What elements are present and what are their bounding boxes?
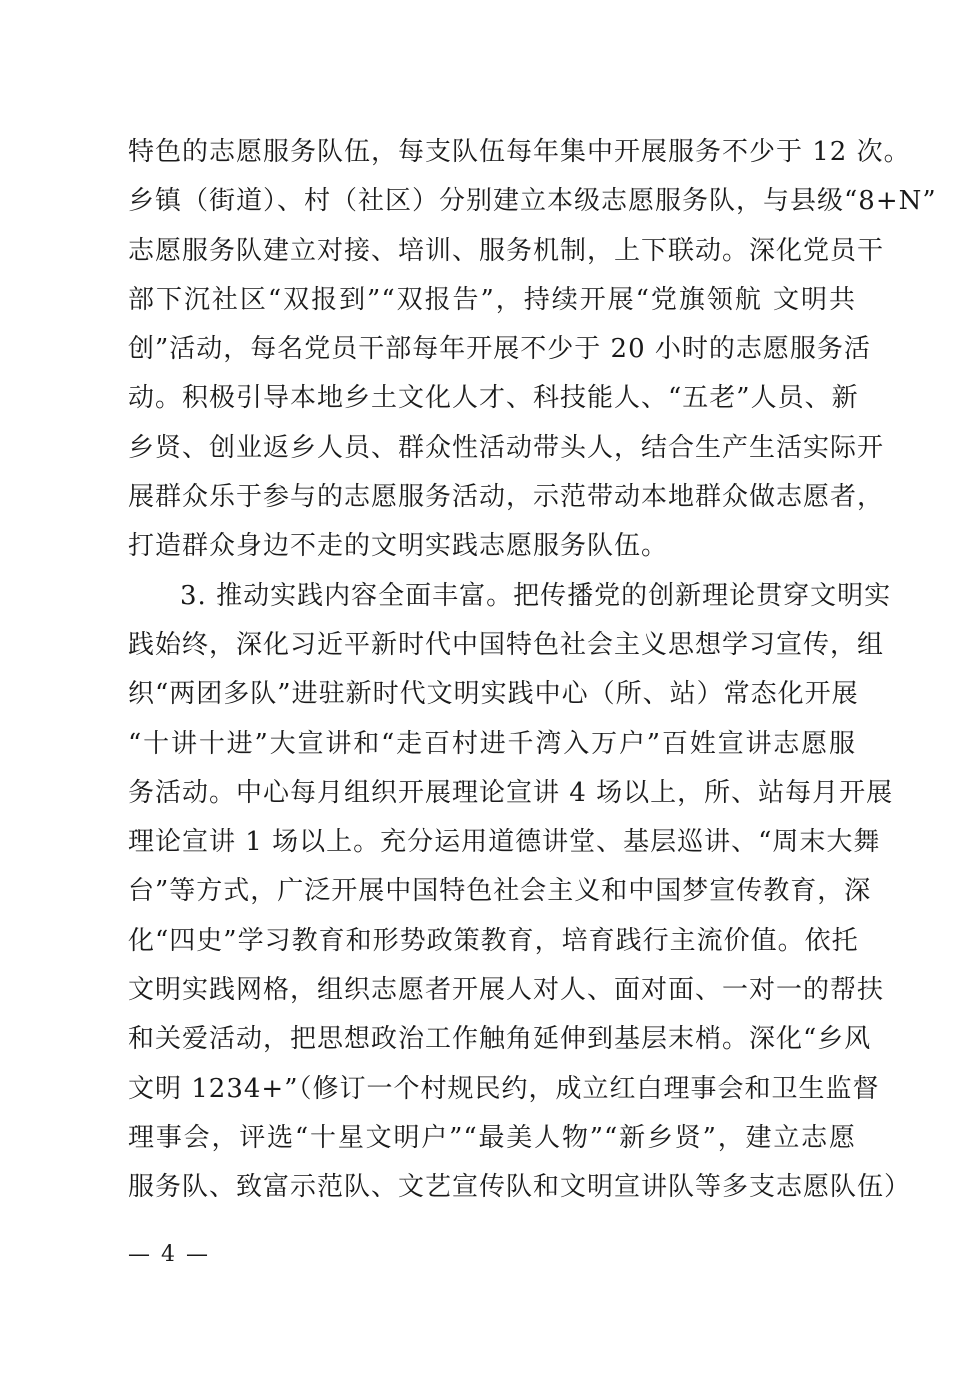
- text-line: 文明 1234+”（修订一个村规民约，成立红白理事会和卫生监督: [128, 1073, 880, 1104]
- body-text: [128, 128, 937, 1213]
- text-line: 理事会，评选“十星文明户”“最美人物”“新乡贤”，建立志愿: [128, 1122, 856, 1153]
- text-line: 服务队、致富示范队、文艺宣传队和文明宣讲队等多支志愿队伍）: [128, 1172, 912, 1203]
- text-line: 部下沉社区“双报到”“双报告”，持续开展“党旗领航 文明共: [128, 284, 856, 315]
- text-line: 特色的志愿服务队伍，每支队伍每年集中开展服务不少于 12 次。: [128, 137, 911, 167]
- text-line: 织“两团多队”进驻新时代文明实践中心（所、站）常态化开展: [128, 679, 859, 710]
- text-line: 化“四史”学习教育和形势政策教育，培育践行主流价值。依托: [128, 925, 859, 956]
- text-line: 乡贤、创业返乡人员、群众性活动带头人，结合生产生活实际开: [128, 432, 885, 463]
- text-line: 践始终，深化习近平新时代中国特色社会主义思想学习宣传，组: [128, 629, 885, 660]
- page-number: — 4 —: [128, 1242, 210, 1267]
- text-line: 打造群众身边不走的文明实践志愿服务队伍。: [128, 531, 669, 562]
- text-line: 文明实践网格，组织志愿者开展人对人、面对面、一对一的帮扶: [128, 975, 885, 1006]
- text-line: 展群众乐于参与的志愿服务活动，示范带动本地群众做志愿者，: [128, 482, 885, 513]
- text-line: 台”等方式，广泛开展中国特色社会主义和中国梦宣传教育，深: [128, 876, 872, 907]
- text-line: 和关爱活动，把思想政治工作触角延伸到基层末梢。深化“乡风: [128, 1024, 872, 1055]
- text-line: “十讲十进”大宣讲和“走百村进千湾入万户”百姓宣讲志愿服: [128, 728, 856, 759]
- section-heading-line: 3. 推动实践内容全面丰富。把传播党的创新理论贯穿文明实: [180, 580, 892, 611]
- text-line: 理论宣讲 1 场以上。充分运用道德讲堂、基层巡讲、“周末大舞: [128, 827, 881, 858]
- text-line: 动。积极引导本地乡土文化人才、科技能人、“五老”人员、新: [128, 383, 859, 414]
- text-line: 志愿服务队建立对接、培训、服务机制，上下联动。深化党员干: [128, 235, 885, 266]
- text-line: 务活动。中心每月组织开展理论宣讲 4 场以上，所、站每月开展: [128, 777, 894, 808]
- text-line: 乡镇（街道）、村（社区）分别建立本级志愿服务队，与县级“8+N”: [128, 186, 937, 217]
- text-line: 创”活动，每名党员干部每年开展不少于 20 小时的志愿服务活: [128, 334, 871, 365]
